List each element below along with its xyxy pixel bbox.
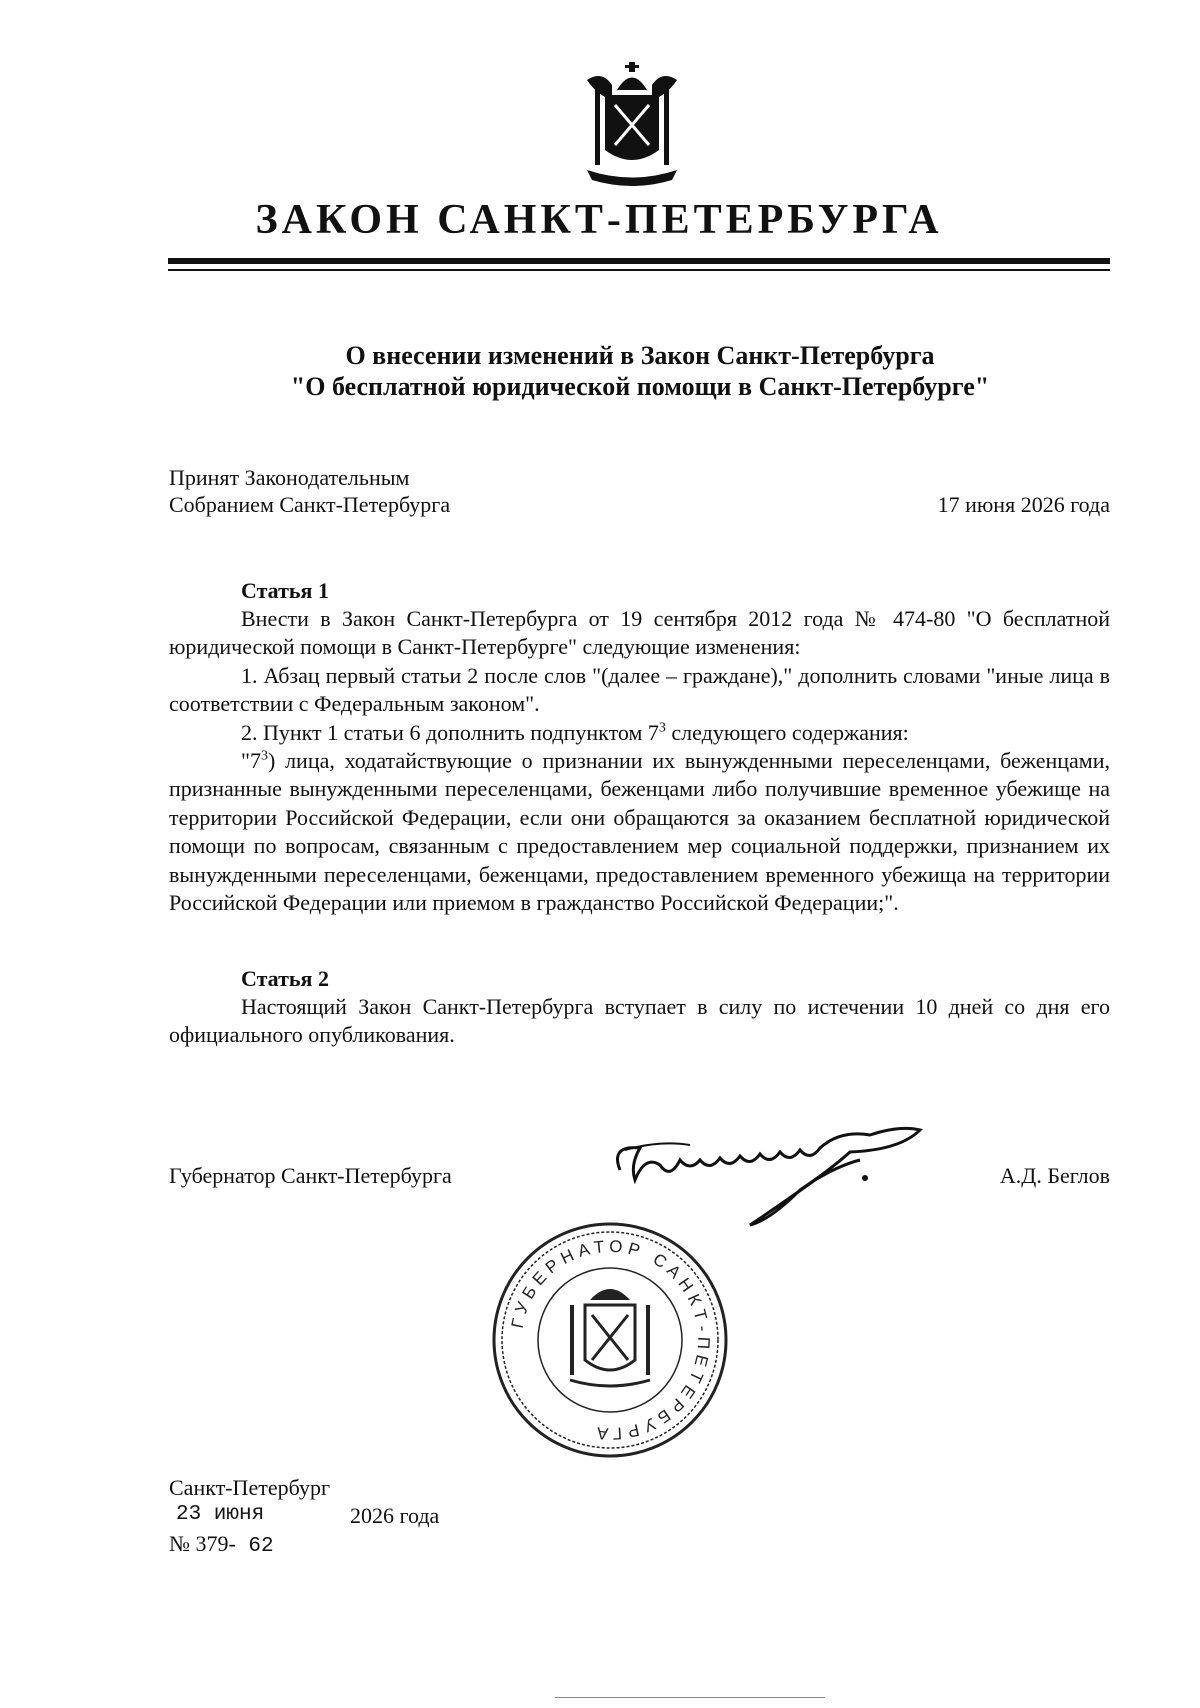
- superscript: 3: [260, 748, 268, 764]
- adopted-by-line1: Принят Законодательным: [169, 465, 410, 490]
- article-1-p4-text: ) лица, ходатайствующие о признании их вынужденными переселенцами, беженцами, признанные вынужденными переселенцами, беженцами либо получившие временное убежище на территории Российской Федерации, если они обращаются за оказанием бесплатной юридической помощи по вопросам, связанным с предоставлением мер социальной поддержки, признанием их вынужденными переселенцами, беженцами, предоставлением временного убежища на территории Российской Федерации или приемом в гражданство Российской Федерации;".: [169, 748, 1110, 916]
- adopted-by-line2: Собранием Санкт-Петербурга: [169, 492, 451, 517]
- document-title-line2: "О бесплатной юридической помощи в Санкт-Петербурге": [290, 372, 990, 401]
- law-title: ЗАКОН САНКТ-ПЕТЕРБУРГА: [255, 197, 943, 243]
- document-title-line1: О внесении изменений в Закон Санкт-Петербурга: [345, 341, 935, 370]
- article-1-paragraph: [169, 747, 1110, 917]
- article-2-body: [169, 993, 1110, 1050]
- document-number-prefix: № 379-: [169, 1531, 236, 1556]
- article-2-paragraph: Настоящий Закон Санкт-Петербурга вступает в силу по истечении 10 дней со дня его официального опубликования.: [169, 994, 1110, 1048]
- superscript: 3: [658, 720, 666, 736]
- header-rule-thick: [168, 258, 1110, 264]
- signing-date-day-month: 23 июня: [176, 1503, 265, 1526]
- scan-edge-line: [555, 1697, 825, 1698]
- article-1-body: [169, 605, 1110, 917]
- signing-place: Санкт-Петербург: [169, 1475, 330, 1500]
- handwritten-signature: [600, 1110, 1000, 1230]
- article-1-p3-text: следующего содержания:: [665, 719, 909, 745]
- governor-title: Губернатор Санкт-Петербурга: [169, 1163, 452, 1188]
- article-1-paragraph: [169, 719, 1110, 747]
- document-number: [169, 1531, 274, 1558]
- article-1-p3-text: 2. Пункт 1 статьи 6 дополнить подпунктом 7: [241, 719, 659, 745]
- governor-name: А.Д. Беглов: [999, 1163, 1110, 1188]
- seal-text: ГУБЕРНАТОР САНКТ-ПЕТЕРБУРГА: [507, 1236, 714, 1444]
- adopted-date: 17 июня 2026 года: [937, 492, 1110, 517]
- article-1-p4-open: "7: [241, 748, 261, 774]
- st-petersburg-coat-of-arms-icon: [577, 60, 687, 190]
- header-rule-thin: [168, 269, 1110, 271]
- document-number-value: 62: [235, 1535, 274, 1558]
- article-2-heading: Статья 2: [241, 966, 329, 991]
- article-1-heading: Статья 1: [241, 578, 329, 603]
- article-1-paragraph: Внести в Закон Санкт-Петербурга от 19 сентября 2012 года № 474-80 "О бесплатной юридической помощи в Санкт-Петербурге" следующие изменения:: [169, 606, 1110, 660]
- official-seal: [490, 1220, 730, 1460]
- article-1-paragraph: 1. Абзац первый статьи 2 после слов "(далее – граждане)," дополнить словами "иные лица в соответствии с Федеральным законом".: [169, 662, 1110, 717]
- document-title: [150, 340, 1130, 402]
- signing-date-year: 2026 года: [350, 1503, 440, 1528]
